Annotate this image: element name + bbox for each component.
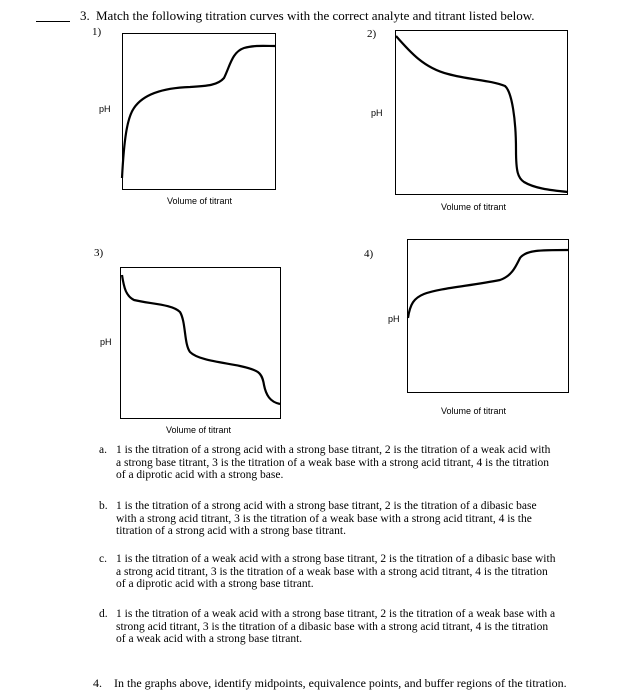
graph-1-ylabel: pH (99, 104, 111, 114)
option-a-text: 1 is the titration of a strong acid with a strong base titrant, 2 is the titration of a weak acid with a strong base titrant, 3 is the titration of a weak base with a strong acid titrant, 4 is the titration of a diprotic acid with a strong base. (116, 444, 551, 482)
option-d-letter: d. (99, 608, 108, 620)
option-b-letter: b. (99, 500, 108, 512)
question-3-text: Match the following titration curves with the correct analyte and titrant listed below. (96, 8, 535, 23)
graph-3-ylabel: pH (100, 337, 112, 347)
graph-2-ylabel: pH (371, 108, 383, 118)
graph-3-label: 3) (94, 247, 104, 259)
graph-2-xlabel: Volume of titrant (441, 202, 507, 212)
question-4-number: 4. (93, 676, 102, 690)
question-3-number: 3. (80, 8, 90, 23)
question-4-text: In the graphs above, identify midpoints, equivalence points, and buffer regions of the titration. (114, 676, 567, 690)
graph-1-xlabel: Volume of titrant (167, 196, 233, 206)
graph-3-xlabel: Volume of titrant (166, 425, 232, 435)
option-c-text: 1 is the titration of a weak acid with a strong base titrant, 2 is the titration of a dibasic base with a strong acid titrant, 3 is the titration of a weak base with a strong acid titrant, 4 is the titration of a diprotic acid with a strong base titrant. (116, 553, 556, 591)
option-a-letter: a. (99, 444, 107, 456)
option-b-text: 1 is the titration of a strong acid with a strong base titrant, 2 is the titration of a dibasic base with a strong acid titrant, 3 is the titration of a weak base with a strong acid titrant, 4 is the titration of a strong acid with a strong base titrant. (116, 500, 537, 538)
graph-2-label: 2) (367, 28, 377, 40)
graph-1-label: 1) (92, 26, 102, 38)
option-d-text: 1 is the titration of a weak acid with a strong base titrant, 2 is the titration of a weak base with a strong acid titrant, 3 is the titration of a dibasic base with a strong acid titrant, 4 is the titration of a weak acid with a strong base titrant. (116, 608, 556, 646)
option-c-letter: c. (99, 553, 107, 565)
graph-4-label: 4) (364, 248, 374, 260)
graph-4-ylabel: pH (388, 314, 400, 324)
graph-4-xlabel: Volume of titrant (441, 406, 507, 416)
